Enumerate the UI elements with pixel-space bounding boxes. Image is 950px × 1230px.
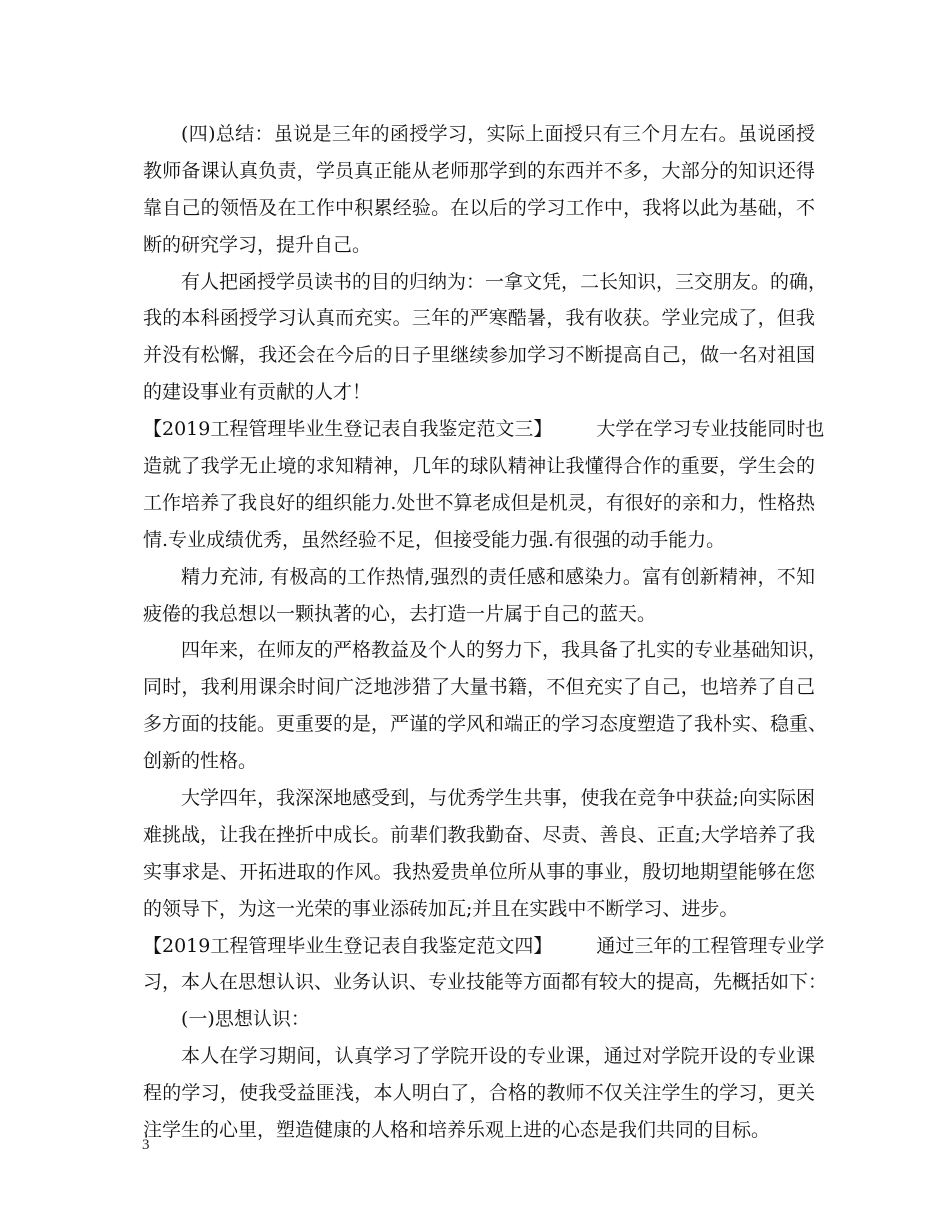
text-line: 大学四年，我深深地感受到，与优秀学生共事，使我在竞争中获益;向实际困 [181,787,815,810]
text-line: 注学生的心里，塑造健康的人格和培养乐观上进的心态是我们共同的目标。 [143,1119,771,1142]
document-body [143,116,828,1149]
text-line: 情.专业成绩优秀，虽然经验不足，但接受能力强.有很强的动手能力。 [143,528,726,551]
section-heading: 【2019工程管理毕业生登记表自我鉴定范文三】 [143,418,553,441]
text-line: 疲倦的我总想以一颗执著的心，去打造一片属于自己的蓝天。 [143,602,657,625]
section-heading-line [143,411,825,448]
text-line: 多方面的技能。更重要的是，严谨的学风和端正的学习态度塑造了我朴实、稳重、 [143,713,828,736]
text-line: 教师备课认真负责，学员真正能从老师那学到的东西并不多，大部分的知识还得 [143,159,815,182]
page-number: 3 [142,1137,150,1153]
text-line: 有人把函授学员读书的目的归纳为：一拿文凭，二长知识，三交朋友。的确， [181,270,828,293]
text-line: 断的研究学习，提升自己。 [143,233,372,256]
text-line: 造就了我学无止境的求知精神，几年的球队精神让我懂得合作的重要，学生会的 [143,455,815,478]
text-line: 习，本人在思想认识、业务认识、专业技能等方面都有较大的提高，先概括如下： [143,971,828,994]
text-line: 的建设事业有贡献的人才！ [143,381,372,404]
text-line: (四)总结：虽说是三年的函授学习，实际上面授只有三个月左右。虽说函授 [181,123,815,145]
text-line: 精力充沛, 有极高的工作热情,强烈的责任感和感染力。富有创新精神，不知 [181,565,815,588]
text-line: 我的本科函授学习认真而充实。三年的严寒酷暑，我有收获。学业完成了，但我 [143,307,815,330]
section-heading: 【2019工程管理毕业生登记表自我鉴定范文四】 [143,934,553,957]
text-line: 同时，我利用课余时间广泛地涉猎了大量书籍，不但充实了自己，也培养了自己 [143,676,815,699]
text-span: 大学在学习专业技能同时也 [596,418,825,441]
section-heading-line [143,928,825,965]
text-line: 并没有松懈，我还会在今后的日子里继续参加学习不断提高自己，做一名对祖国 [143,344,815,367]
text-line: 工作培养了我良好的组织能力.处世不算老成但是机灵，有很好的亲和力，性格热 [143,491,815,514]
text-span: 通过三年的工程管理专业学 [596,934,825,957]
text-line: 创新的性格。 [143,750,258,773]
text-line: 程的学习，使我受益匪浅，本人明白了，合格的教师不仅关注学生的学习，更关 [143,1082,815,1105]
subheading: (一)思想认识： [181,1008,310,1031]
text-line: 靠自己的领悟及在工作中积累经验。在以后的学习工作中，我将以此为基础，不 [143,196,815,219]
text-line: 实事求是、开拓进取的作风。我热爱贵单位所从事的事业，殷切地期望能够在您 [143,860,815,883]
text-line: 本人在学习期间，认真学习了学院开设的专业课，通过对学院开设的专业课 [181,1045,815,1068]
text-line: 难挑战，让我在挫折中成长。前辈们教我勤奋、尽责、善良、正直;大学培养了我 [143,823,815,846]
text-line: 四年来，在师友的严格教益及个人的努力下，我具备了扎实的专业基础知识， [181,639,828,662]
text-line: 的领导下，为这一光荣的事业添砖加瓦;并且在实践中不断学习、进步。 [143,897,739,920]
